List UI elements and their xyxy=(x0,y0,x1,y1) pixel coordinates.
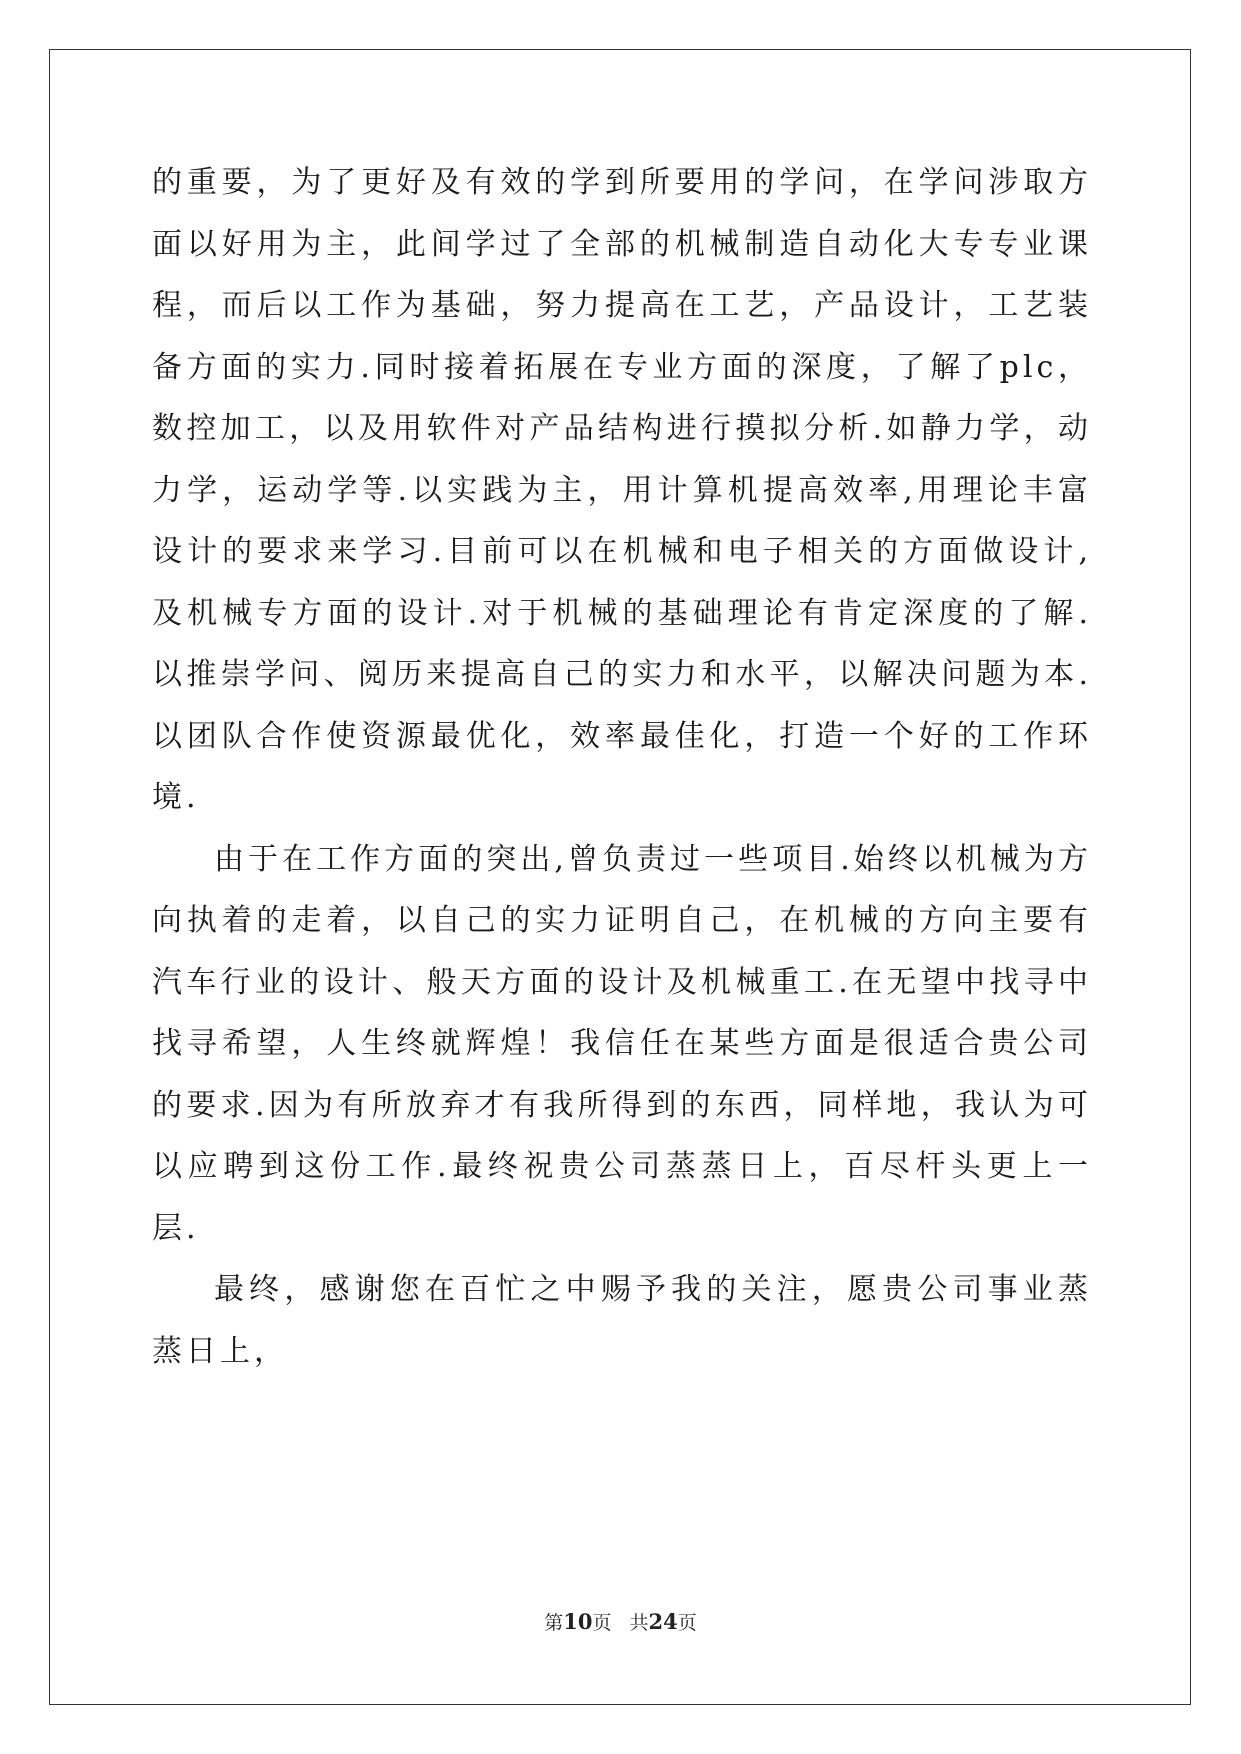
current-page-number: 10 xyxy=(563,1609,593,1634)
paragraph-continuation: 的重要，为了更好及有效的学到所要用的学问，在学问涉取方面以好用为主，此间学过了全部的机械制造自动化大专专业课程，而后以工作为基础，努力提高在工艺，产品设计，工艺装备方面的实力.同时接着拓展在专业方面的深度，了解了plc，数控加工，以及用软件对产品结构进行摸拟分析.如静力学，动力学，运动学等.以实践为主，用计算机提高效率,用理论丰富设计的要求来学习.目前可以在机械和电子相关的方面做设计,及机械专方面的设计.对于机械的基础理论有肯定深度的了解.以推崇学问、阅历来提高自己的实力和水平，以解决问题为本.以团队合作使资源最优化，效率最佳化，打造一个好的工作环境. xyxy=(152,165,1092,815)
footer-total-prefix: 共 xyxy=(629,1612,649,1634)
total-page-count: 24 xyxy=(648,1609,678,1634)
paragraph-closing: 最终，感谢您在百忙之中赐予我的关注，愿贵公司事业蒸蒸日上， xyxy=(152,1272,1092,1369)
footer-page-suffix: 页 xyxy=(592,1612,612,1634)
document-body xyxy=(152,152,1092,1382)
footer-total-suffix: 页 xyxy=(677,1612,697,1634)
paragraph-project-experience: 由于在工作方面的突出,曾负责过一些项目.始终以机械为方向执着的走着，以自己的实力证明自己，在机械的方向主要有汽车行业的设计、般天方面的设计及机械重工.在无望中找寻中找寻希望，人生终就辉煌！我信任在某些方面是很适合贵公司的要求.因为有所放弃才有我所得到的东西，同样地，我认为可以应聘到这份工作.最终祝贵公司蒸蒸日上，百尽杆头更上一层. xyxy=(152,841,1092,1246)
footer-prefix: 第 xyxy=(544,1612,564,1634)
page-footer xyxy=(0,1608,1241,1635)
